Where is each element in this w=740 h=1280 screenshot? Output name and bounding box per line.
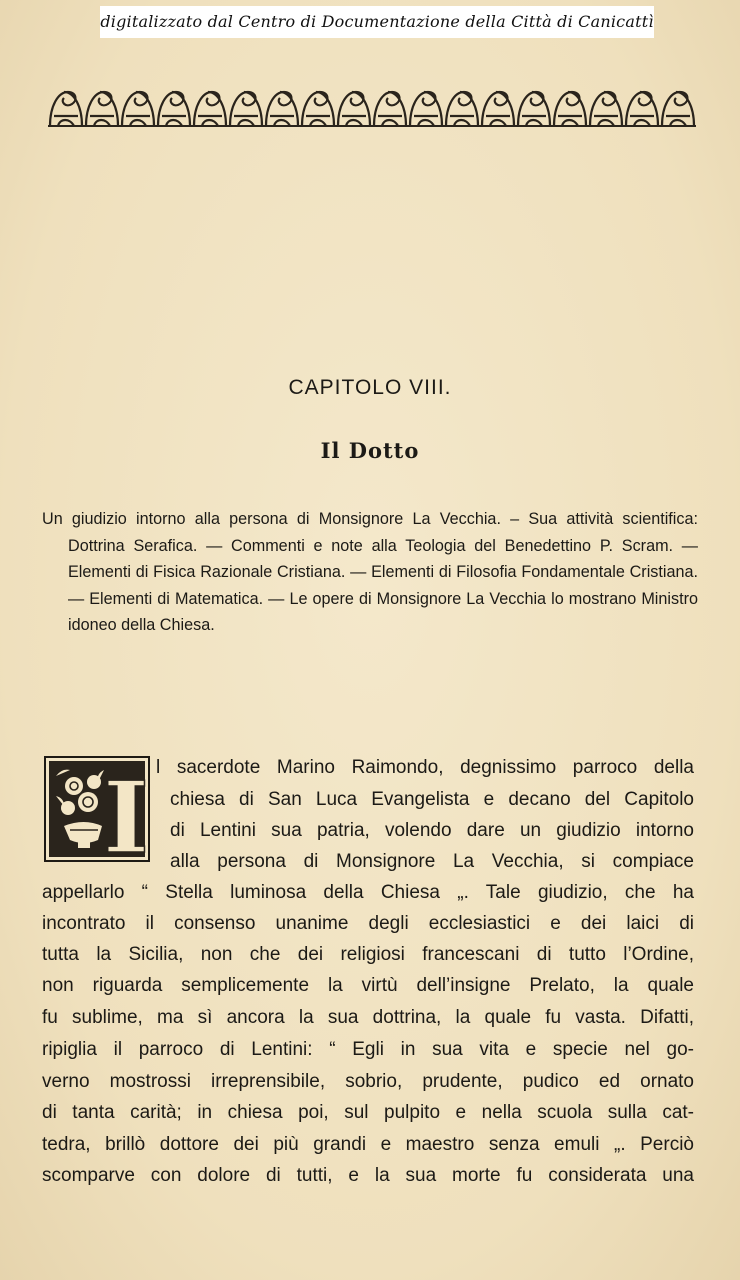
decorated-initial-letter (44, 756, 150, 862)
body-line: appellarlo “ Stella luminosa della Chiesa „. Tale giudizio, che ha (42, 882, 694, 903)
body-line: di Lentini sua patria, volendo dare un giudizio intorno (170, 820, 694, 841)
body-line: l sacerdote Marino Raimondo, degnissimo parroco della (156, 757, 694, 778)
body-line: tutta la Sicilia, non che dei religiosi francescani di tutto l’Ordine, (42, 944, 694, 965)
body-line: non riguarda semplicemente la virtù dell’insigne Prelato, la quale (42, 975, 694, 996)
chapter-heading: CAPITOLO VIII. (288, 376, 452, 399)
body-line: incontrato il consenso unanime degli ecclesiastici e dei laici di (42, 913, 694, 934)
body-line: scomparve con dolore di tutti, e la sua morte fu considerata una (42, 1165, 694, 1186)
body-line: verno mostrossi irreprensibile, sobrio, prudente, pudico ed ornato (42, 1071, 694, 1092)
body-line: di tanta carità; in chiesa poi, sul pulpito e nella scuola sulla cat- (42, 1102, 694, 1123)
dropcap-letter: I (103, 761, 149, 862)
body-line: tedra, brillò dottore dei più grandi e maestro senza emuli „. Perciò (42, 1134, 694, 1155)
body-line: fu sublime, ma sì ancora la sua dottrina, la quale fu vasta. Difatti, (42, 1007, 694, 1028)
chapter-summary: Un giudizio intorno alla persona di Monsignore La Vecchia. – Sua attività scientifica: Dottrina Serafica. — Commenti e note alla Teologia del Benedettino P. Scram. — Elementi di Fisica Razionale Cristiana. — Elementi di Filosofia Fondamentale Cristiana. — Elementi di Matematica. — Le opere di Monsignore La Vecchia lo mostrano Ministro idoneo della Chiesa. (42, 510, 698, 635)
body-line: ripiglia il parroco di Lentini: “ Egli in sua vita e specie nel go- (42, 1039, 694, 1060)
digitization-watermark: digitalizzato dal Centro di Documentazione della Città di Canicattì (100, 6, 654, 38)
chapter-title: Il Dotto (320, 438, 420, 463)
body-line: chiesa di San Luca Evangelista e decano del Capitolo (170, 789, 694, 810)
ornamental-header-band (48, 86, 696, 128)
body-line: alla persona di Monsignore La Vecchia, si compiace (170, 851, 694, 872)
